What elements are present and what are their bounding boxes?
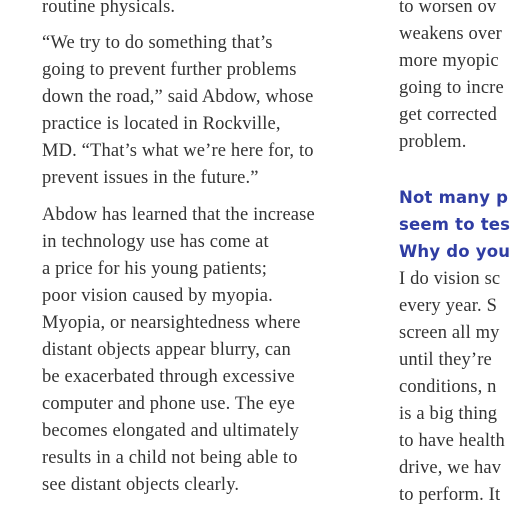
- text-line: to have health: [399, 431, 505, 451]
- text-line: computer and phone use. The eye: [42, 394, 295, 414]
- text-line: get corrected: [399, 105, 497, 125]
- section-heading-line: Not many p: [399, 188, 509, 207]
- text-line: in technology use has come at: [42, 232, 269, 252]
- text-line: drive, we hav: [399, 458, 502, 478]
- text-line: problem.: [399, 132, 467, 152]
- text-line: Myopia, or nearsightedness where: [42, 313, 301, 333]
- text-line: screen all my: [399, 323, 500, 343]
- text-line: until they’re: [399, 350, 492, 370]
- text-line: going to prevent further problems: [42, 60, 297, 80]
- text-line: prevent issues in the future.”: [42, 168, 259, 188]
- text-line: weakens over: [399, 24, 502, 44]
- text-line: going to incre: [399, 78, 504, 98]
- text-line: to worsen ov: [399, 0, 497, 17]
- text-line: Abdow has learned that the increase: [42, 205, 315, 225]
- text-line: to perform. It: [399, 485, 501, 505]
- text-line: see distant objects clearly.: [42, 475, 240, 495]
- text-line: “We try to do something that’s: [42, 33, 273, 53]
- section-heading-line: seem to tes: [399, 215, 511, 234]
- text-line: poor vision caused by myopia.: [42, 286, 273, 306]
- text-line: becomes elongated and ultimately: [42, 421, 300, 441]
- text-line: results in a child not being able to: [42, 448, 298, 468]
- text-line: down the road,” said Abdow, whose: [42, 87, 314, 107]
- text-line: routine physicals.: [42, 0, 176, 17]
- text-line: I do vision sc: [399, 269, 501, 289]
- text-line: practice is located in Rockville,: [42, 114, 281, 134]
- text-line: be exacerbated through excessive: [42, 367, 295, 387]
- section-heading-line: Why do you: [399, 242, 511, 261]
- text-line: is a big thing: [399, 404, 498, 424]
- text-line: a price for his young patients;: [42, 259, 268, 279]
- text-line: more myopic: [399, 51, 499, 71]
- text-line: conditions, n: [399, 377, 497, 397]
- text-line: distant objects appear blurry, can: [42, 340, 291, 360]
- text-line: every year. S: [399, 296, 498, 316]
- text-line: MD. “That’s what we’re here for, to: [42, 141, 314, 161]
